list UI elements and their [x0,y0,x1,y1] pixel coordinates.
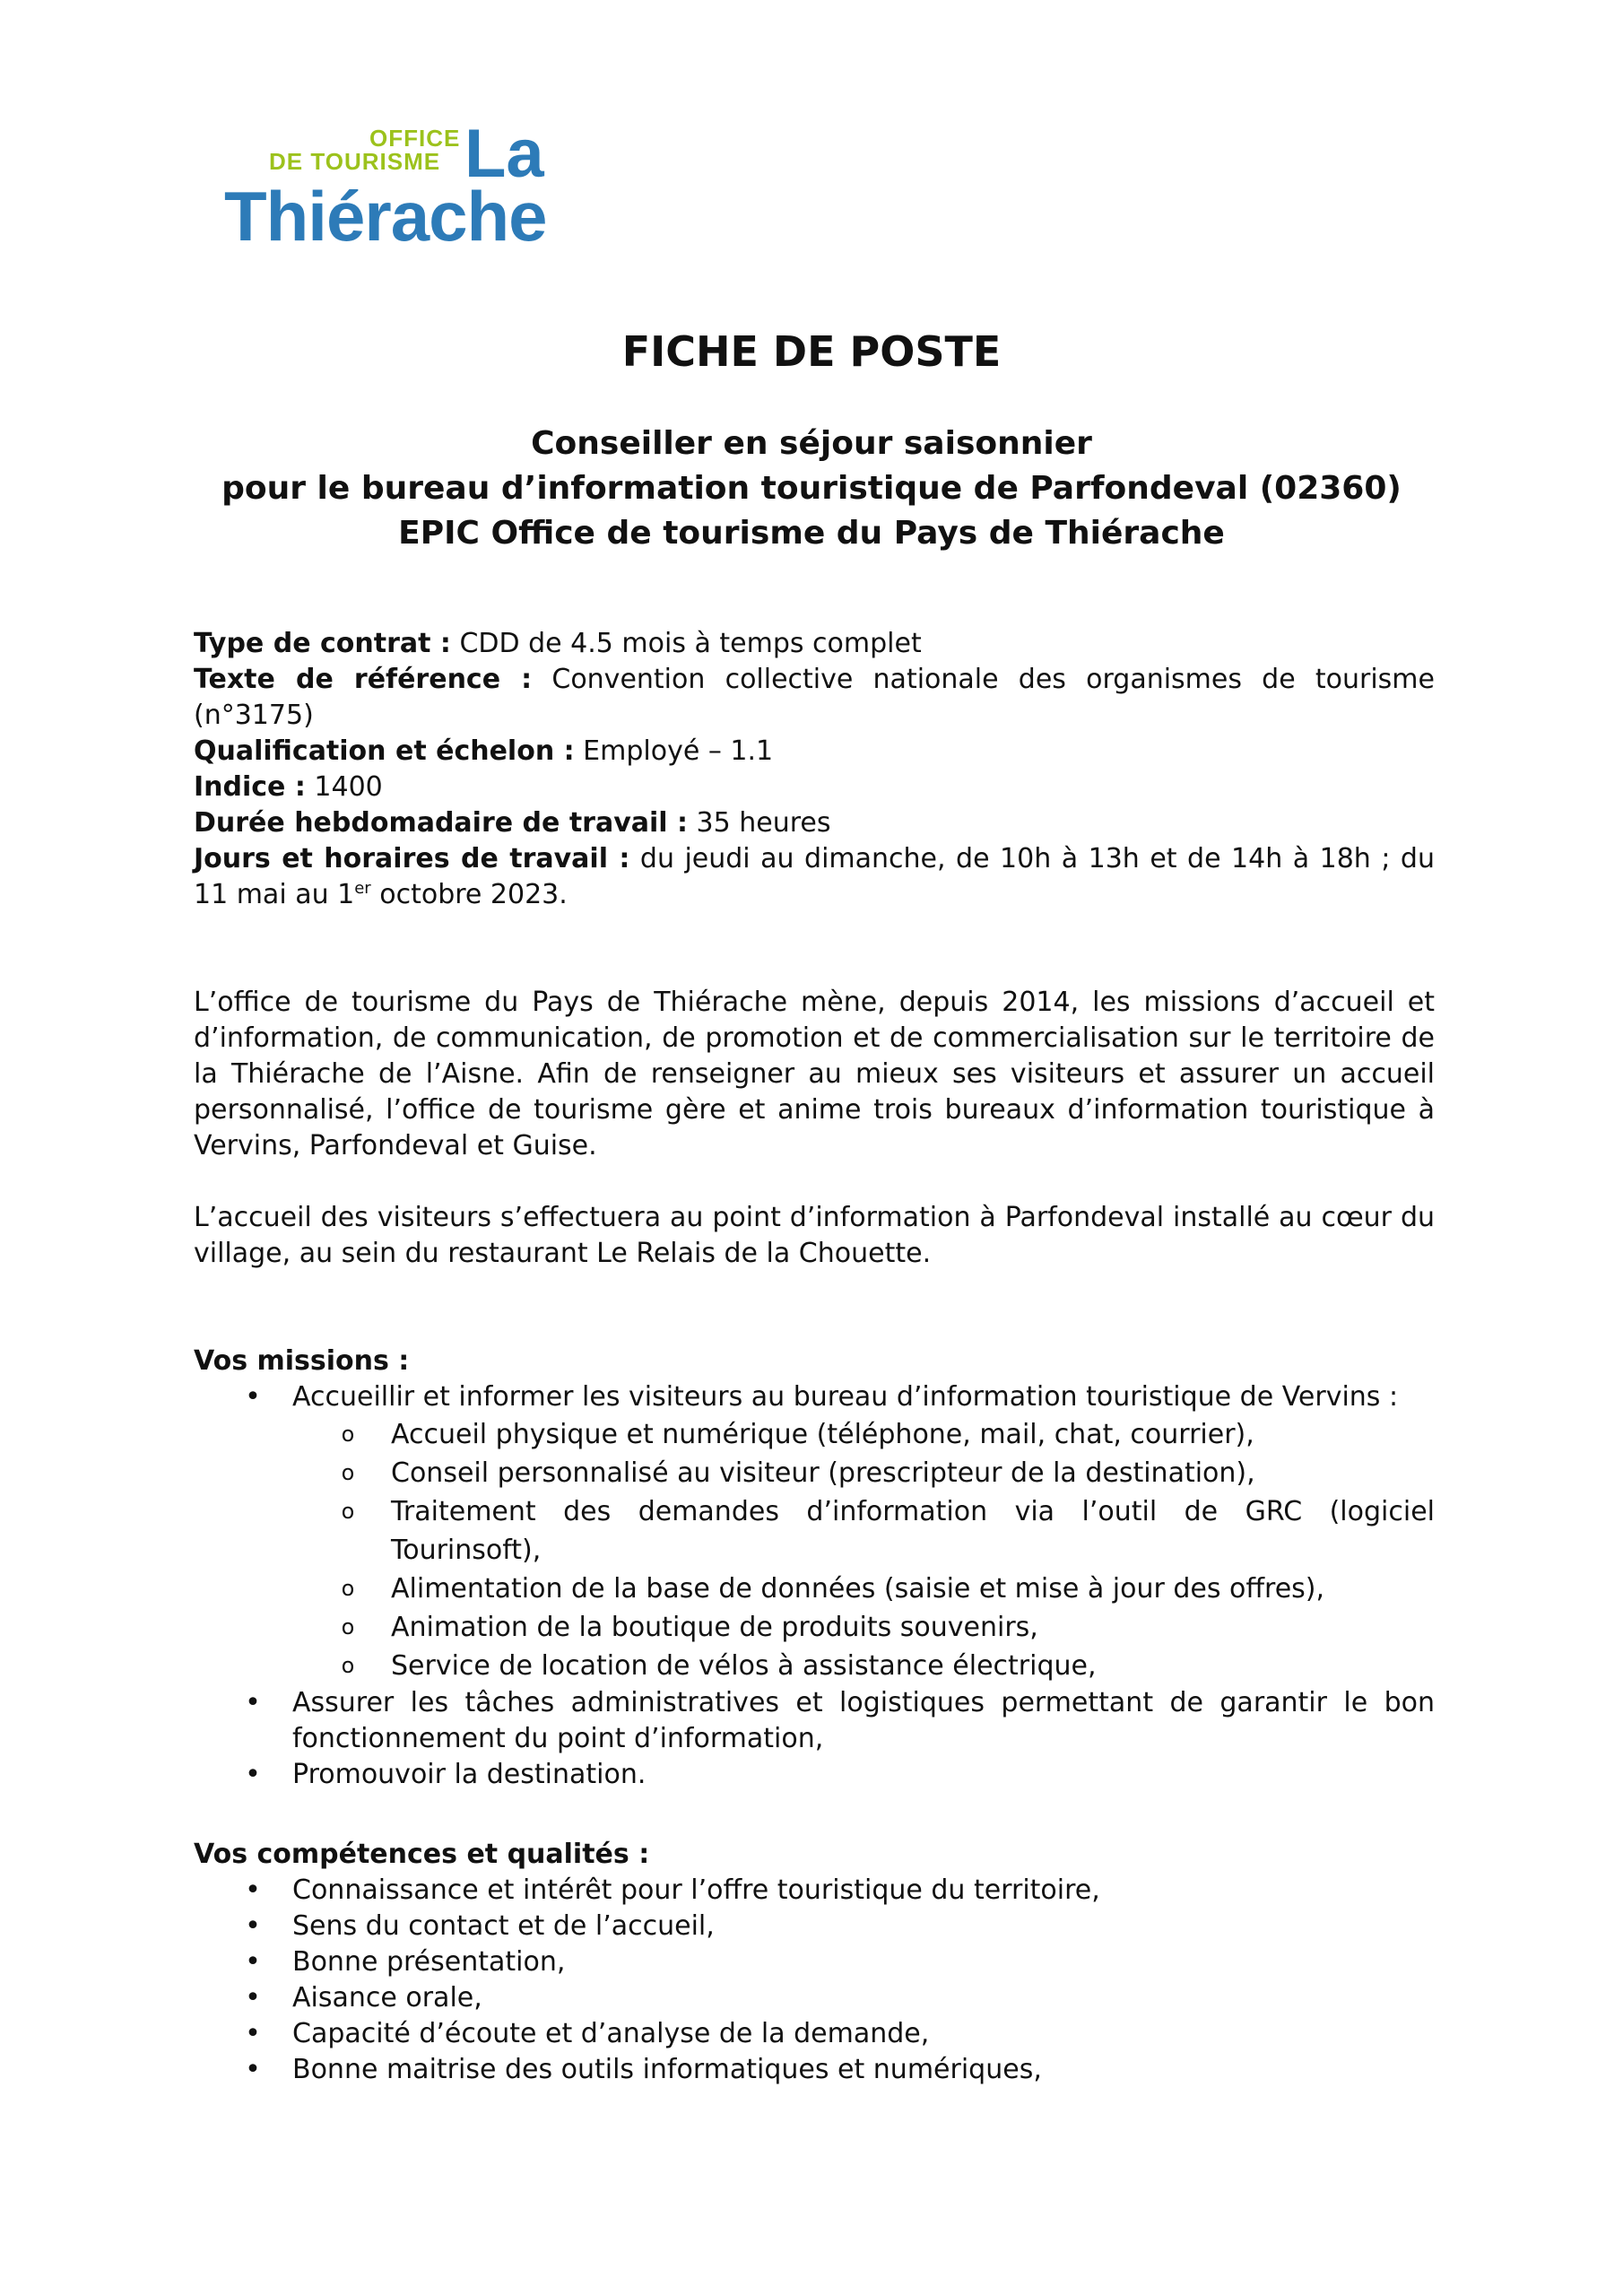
mission-subitem: Accueil physique et numérique (téléphone, mail, chat, courrier), [391,1419,1254,1450]
mission-subitem: Conseil personnalisé au visiteur (prescripteur de la destination), [391,1457,1255,1489]
circle-bullet-icon: o [341,1576,355,1601]
competence-item: Bonne présentation, [292,1946,566,1978]
subtitle-line-3: EPIC Office de tourisme du Pays de Thiérache [398,515,1225,552]
detail-contract-label: Type de contrat : [194,628,451,659]
competence-item: Capacité d’écoute et d’analyse de la demande, [292,2018,930,2049]
detail-jours-end: octobre 2023. [370,879,568,910]
detail-indice-label: Indice : [194,771,306,803]
bullet-icon: • [245,1874,261,1906]
list-item [194,2052,1435,2088]
detail-jours-value: du jeudi au dimanche, de 10h à 13h et de 14h à 18h ; du 11 mai au 1 [194,843,1435,910]
detail-reference [194,662,1435,734]
bullet-icon: • [245,2018,261,2049]
detail-jours [194,841,1435,913]
subtitle-line-2: pour le bureau d’information touristique de Parfondeval (02360) [221,470,1402,507]
bullet-icon: • [245,1687,261,1718]
mission-subitem: Service de location de vélos à assistance électrique, [391,1650,1097,1682]
list-item [194,1379,1435,1685]
circle-bullet-icon: o [341,1422,355,1447]
detail-reference-value: Convention collective nationale des organismes de tourisme (n°3175) [194,664,1435,731]
list-item [292,1454,1435,1492]
missions-list [194,1379,1435,1793]
mission-subitem: Traitement des demandes d’information via l’outil de GRC (logiciel Tourinsoft), [391,1496,1435,1566]
list-item [194,2016,1435,2052]
detail-qualification-value: Employé – 1.1 [574,735,774,767]
mission-subitem: Animation de la boutique de produits souvenirs, [391,1612,1038,1643]
detail-jours-label: Jours et horaires de travail : [194,843,630,874]
detail-duree-label: Durée hebdomadaire de travail : [194,807,689,839]
list-item [194,1757,1435,1793]
bullet-icon: • [245,1759,261,1790]
logo-de-tourisme-text: DE TOURISME [269,148,441,175]
detail-indice-value: 1400 [305,771,383,803]
mission-subitem: Alimentation de la base de données (saisie et mise à jour des offres), [391,1573,1325,1605]
location-paragraph-block [194,1200,1435,1272]
list-item [194,1980,1435,2016]
list-item [292,1492,1435,1570]
list-item [292,1415,1435,1454]
competences-heading: Vos compétences et qualités : [194,1839,650,1870]
mission-item-1: Accueillir et informer les visiteurs au bureau d’information touristique de Vervins : [292,1381,1399,1413]
mission-item-2: Assurer les tâches administratives et logistiques permettant de garantir le bon fonctionnement du point d’information, [292,1687,1435,1754]
circle-bullet-icon: o [341,1614,355,1639]
document-title: FICHE DE POSTE [621,327,1002,376]
location-paragraph: L’accueil des visiteurs s’effectuera au point d’information à Parfondeval installé au cœur du village, au sein du restaurant Le Relais de la Chouette. [194,1202,1435,1269]
list-item [292,1608,1435,1647]
detail-reference-label: Texte de référence : [194,664,533,695]
missions-sublist [292,1415,1435,1685]
detail-duree-value: 35 heures [688,807,831,839]
bullet-icon: • [245,1910,261,1942]
list-item [194,1873,1435,1909]
intro-paragraph: L’office de tourisme du Pays de Thiérache mène, depuis 2014, les missions d’accueil et d’information, de communication, de promotion et de commercialisation sur le territoire de la Thiérache de l’Aisne. Afin de renseigner au mieux ses visiteurs et assurer un accueil personnalisé, l’office de tourisme gère et anime trois bureaux d’information touristique à Vervins, Parfondeval et Guise. [194,987,1435,1161]
bullet-icon: • [245,1381,261,1413]
circle-bullet-icon: o [341,1460,355,1485]
competence-item: Sens du contact et de l’accueil, [292,1910,715,1942]
logo-office-de-tourisme-la-thierache [224,116,565,260]
detail-contract [194,626,1435,662]
competences-list [194,1873,1435,2088]
detail-qualification-label: Qualification et échelon : [194,735,575,767]
logo-office-text: OFFICE [369,125,461,152]
missions-heading: Vos missions : [194,1345,410,1377]
bullet-icon: • [245,1946,261,1978]
competence-item: Aisance orale, [292,1982,482,2013]
detail-jours-superscript: er [354,879,371,898]
circle-bullet-icon: o [341,1499,355,1524]
detail-duree [194,805,1435,841]
detail-indice [194,770,1435,805]
circle-bullet-icon: o [341,1653,355,1678]
detail-qualification [194,734,1435,770]
competences-section [194,1837,1435,2088]
list-item [194,1685,1435,1757]
list-item [194,1944,1435,1980]
list-item [292,1647,1435,1685]
intro-paragraph-block [194,985,1435,1164]
subtitle-line-1: Conseiller en séjour saisonnier [531,425,1092,462]
bullet-icon: • [245,2054,261,2085]
mission-item-3: Promouvoir la destination. [292,1759,647,1790]
logo-la-text: La [464,116,544,192]
logo-thierache-text: Thiérache [224,177,547,256]
list-item [194,1909,1435,1944]
competence-item: Bonne maitrise des outils informatiques et numériques, [292,2054,1042,2085]
job-details [194,626,1435,913]
list-item [292,1570,1435,1608]
detail-contract-value: CDD de 4.5 mois à temps complet [450,628,922,659]
bullet-icon: • [245,1982,261,2013]
missions-section [194,1344,1435,1793]
competence-item: Connaissance et intérêt pour l’offre touristique du territoire, [292,1874,1100,1906]
